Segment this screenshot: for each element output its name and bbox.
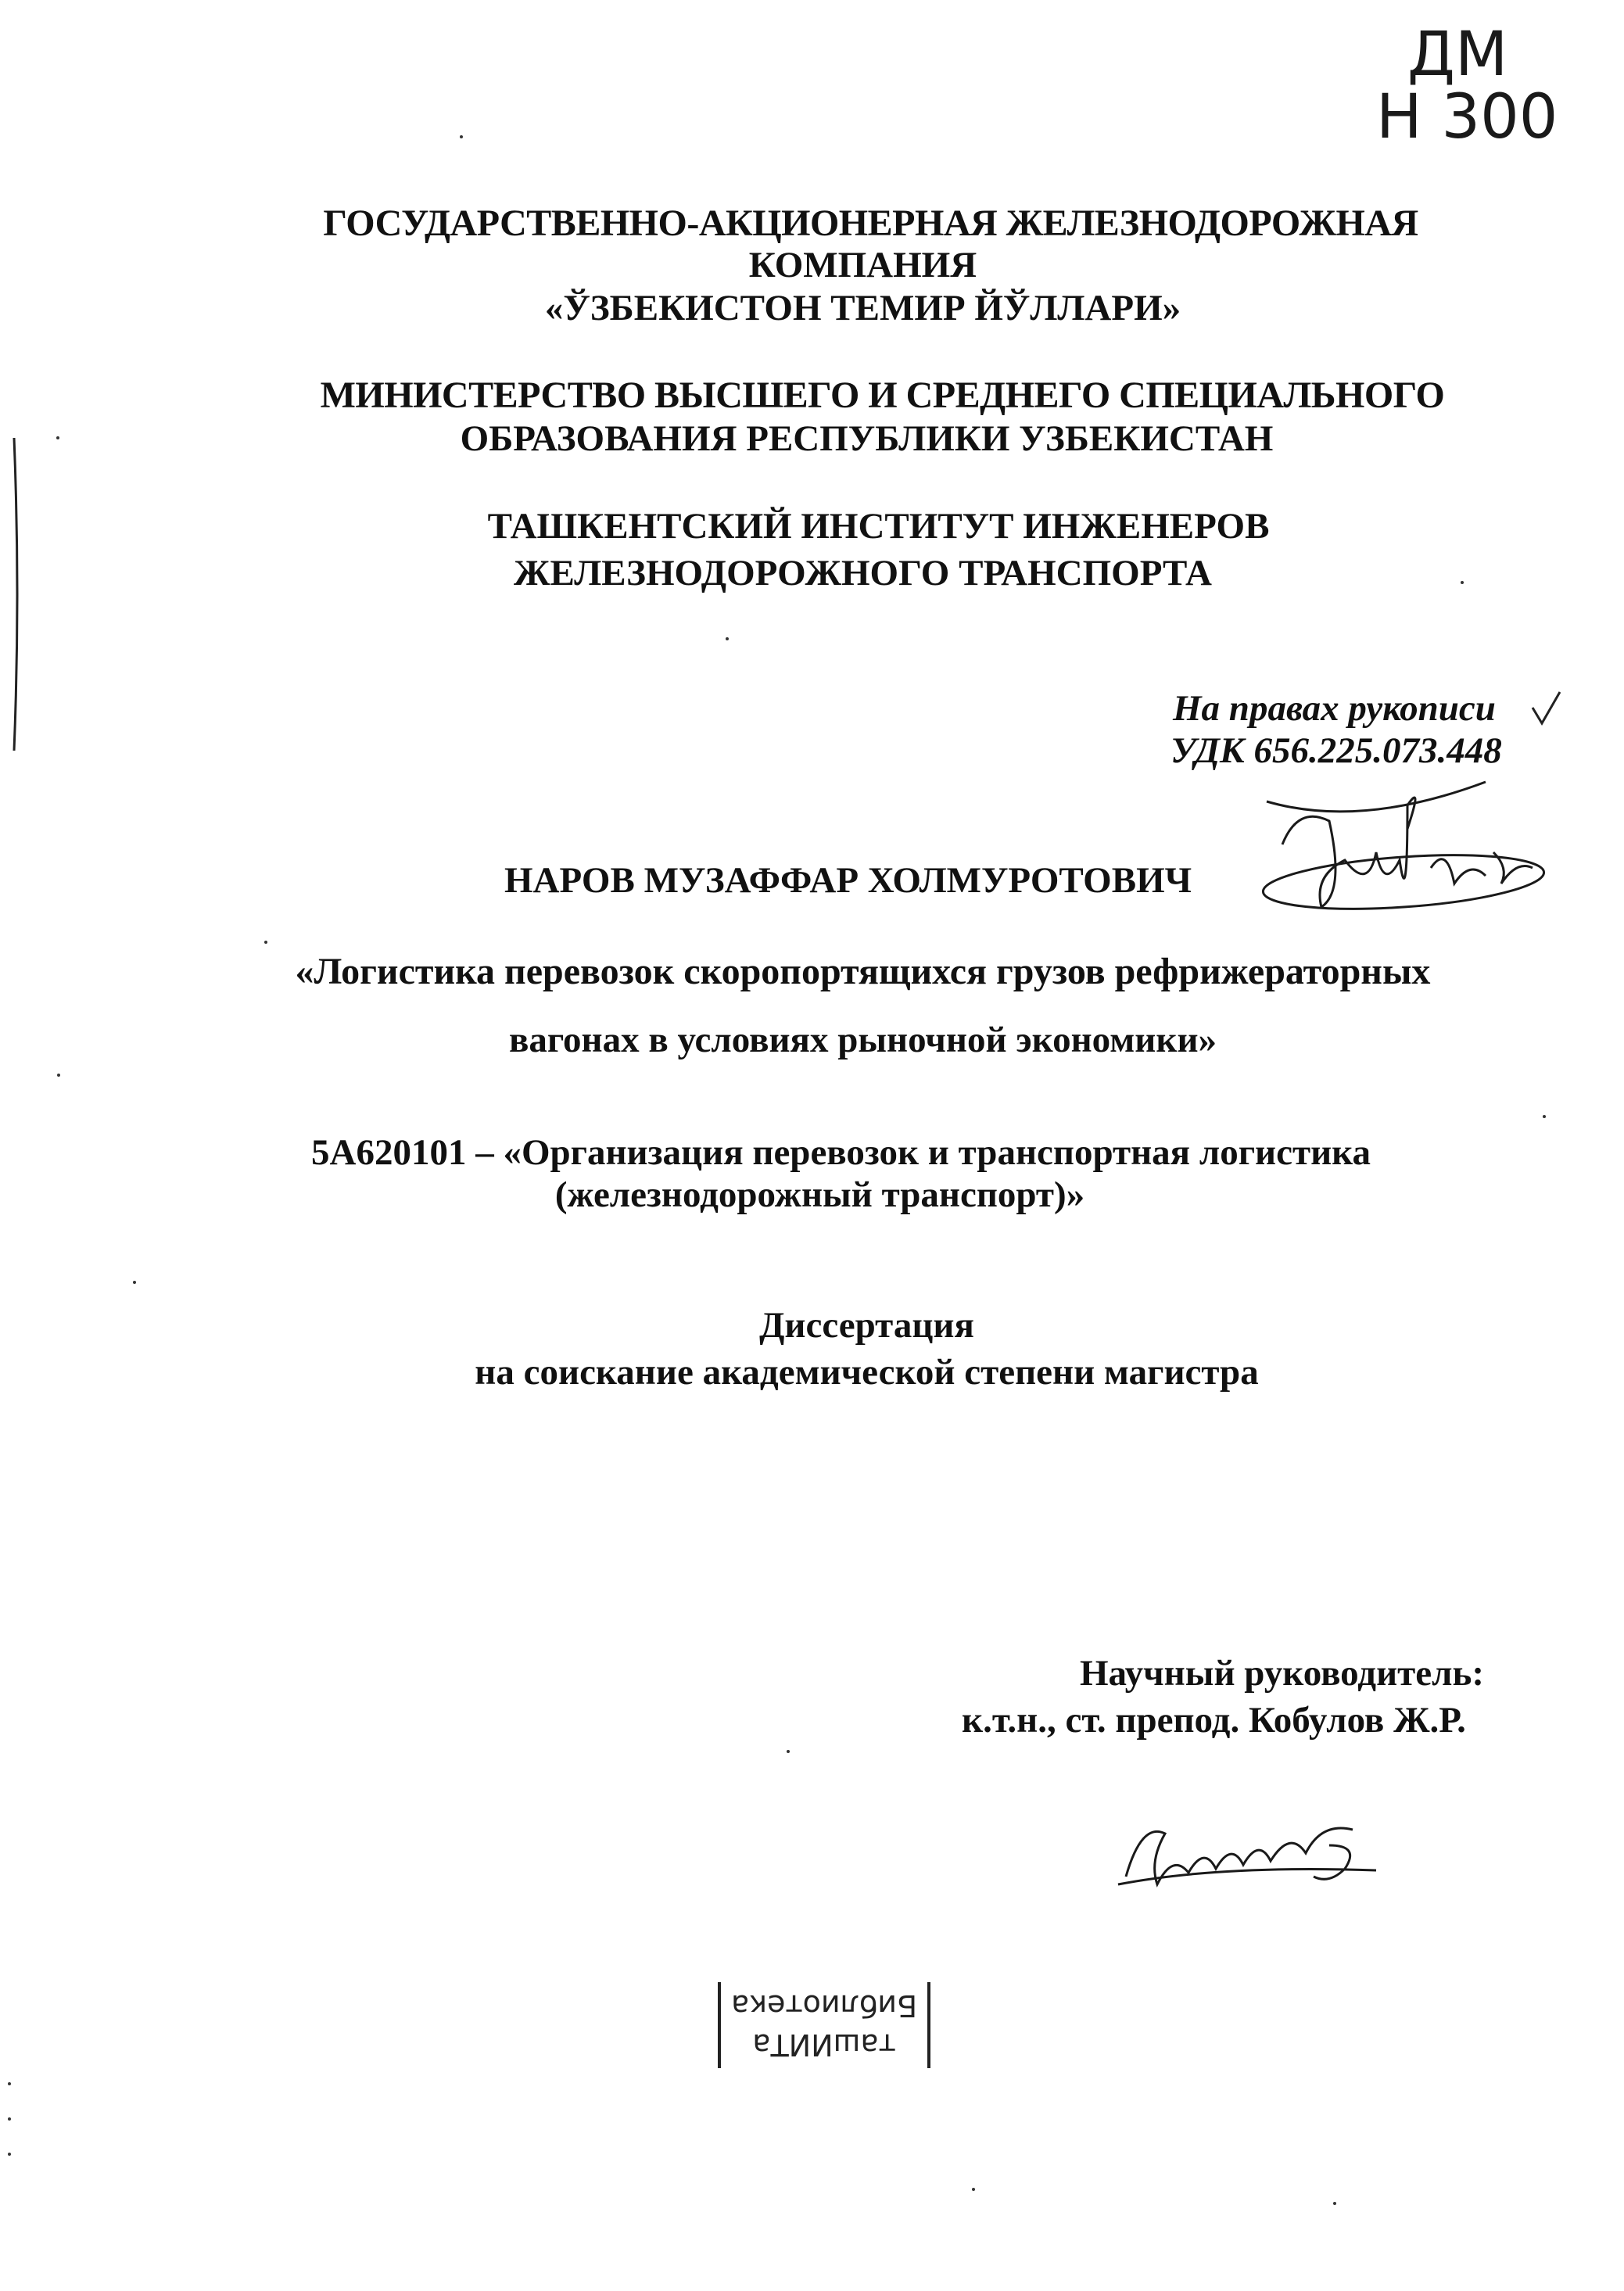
library-stamp-text-bottom: Библиотека: [730, 1988, 918, 2023]
thesis-title-line-1: «Логистика перевозок скоропортящихся грузов рефрижераторных: [295, 951, 1431, 992]
udc-code: УДК 656.225.073.448: [1170, 730, 1502, 771]
library-stamp-text-top: тaшИИТа: [752, 2027, 896, 2062]
checkmark-icon: [1533, 692, 1560, 723]
scan-edge-line: [14, 438, 17, 751]
degree-line-2: на соискание академической степени магистра: [475, 1352, 1259, 1393]
company-line-1: ГОСУДАРСТВЕННО-АКЦИОНЕРНАЯ ЖЕЛЕЗНОДОРОЖНАЯ: [323, 203, 1418, 244]
thesis-title-line-2: вагонах в условиях рыночной экономики»: [508, 1020, 1217, 1060]
company-line-3: «ЎЗБЕКИСТОН ТЕМИР ЙЎЛЛАРИ»: [544, 288, 1181, 328]
supervisor-signature: [1118, 1828, 1376, 1884]
institute-line-2: ЖЕЛЕЗНОДОРОЖНОГО ТРАНСПОРТА: [514, 553, 1212, 593]
company-line-2: КОМПАНИЯ: [748, 245, 977, 285]
scan-specks: [8, 135, 1546, 2205]
handwritten-line-1: ДМ: [1407, 20, 1508, 90]
ministry-line-2: ОБРАЗОВАНИЯ РЕСПУБЛИКИ УЗБЕКИСТАН: [460, 418, 1274, 459]
supervisor-label: Научный руководитель:: [1080, 1653, 1484, 1694]
author-signature: [1261, 782, 1546, 916]
supervisor-name: к.т.н., ст. препод. Кобулов Ж.Р.: [962, 1700, 1466, 1741]
manuscript-rights-label: На правах рукописи: [1173, 688, 1496, 729]
handwritten-line-2: Н 300: [1376, 82, 1558, 152]
specialty-line-2: (железнодорожный транспорт)»: [554, 1174, 1085, 1215]
institute-line-1: ТАШКЕНТСКИЙ ИНСТИТУТ ИНЖЕНЕРОВ: [487, 506, 1270, 547]
ministry-line-1: МИНИСТЕРСТВО ВЫСШЕГО И СРЕДНЕГО СПЕЦИАЛЬНОГО: [320, 375, 1445, 416]
specialty-line-1: 5А620101 – «Организация перевозок и транспортная логистика: [311, 1132, 1371, 1173]
degree-line-1: Диссертация: [759, 1305, 974, 1346]
author-name: НАРОВ МУЗАФФАР ХОЛМУРОТОВИЧ: [504, 860, 1192, 901]
